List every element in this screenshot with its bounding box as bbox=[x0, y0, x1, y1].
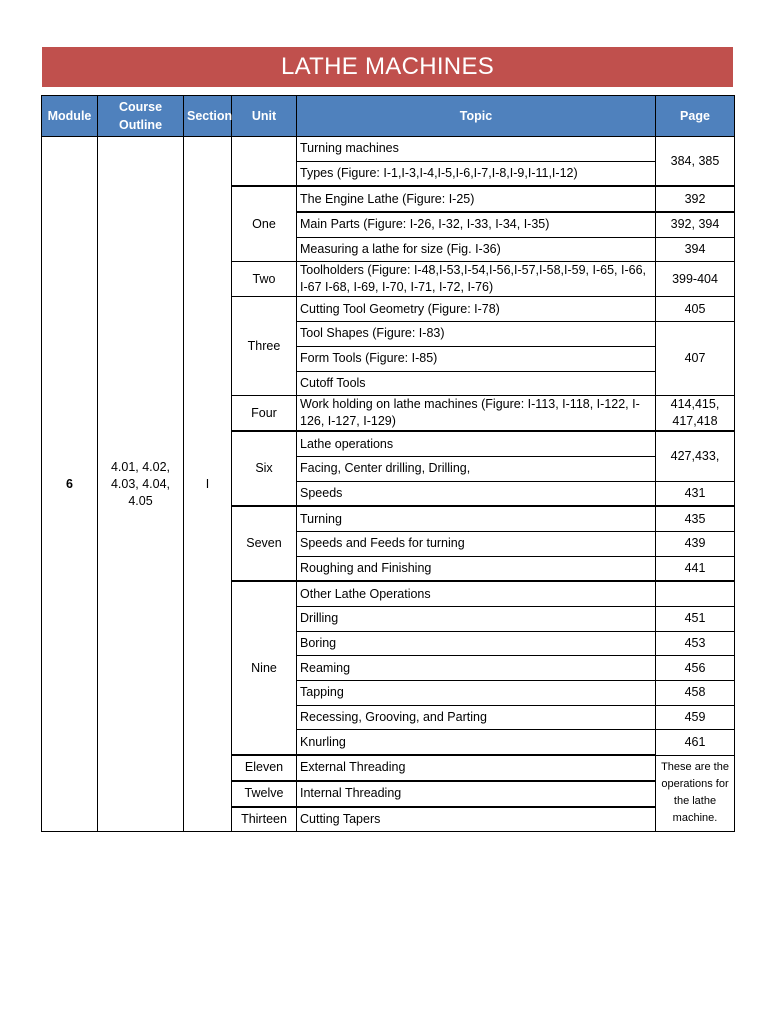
header-page: Page bbox=[656, 96, 735, 137]
header-course-outline: Course Outline bbox=[98, 96, 184, 137]
topic-cell: Boring bbox=[297, 631, 656, 656]
topic-cell: Main Parts (Figure: I-26, I-32, I-33, I-34, I-35) bbox=[297, 212, 656, 237]
page-cell: 394 bbox=[656, 237, 735, 262]
topic-cell: Lathe operations bbox=[297, 431, 656, 456]
topic-cell: Speeds bbox=[297, 481, 656, 506]
page-cell: 399-404 bbox=[656, 262, 735, 297]
page-cell: 407 bbox=[656, 322, 735, 396]
unit-cell-four: Four bbox=[232, 396, 297, 432]
page-title: LATHE MACHINES bbox=[42, 47, 733, 87]
topic-cell: Internal Threading bbox=[297, 781, 656, 807]
topic-cell: Knurling bbox=[297, 730, 656, 755]
unit-cell-nine: Nine bbox=[232, 581, 297, 755]
section-cell: I bbox=[184, 137, 232, 832]
page-cell: 427,433, bbox=[656, 431, 735, 481]
page-cell: 453 bbox=[656, 631, 735, 656]
topic-cell: Tapping bbox=[297, 681, 656, 706]
header-unit: Unit bbox=[232, 96, 297, 137]
topic-cell: The Engine Lathe (Figure: I-25) bbox=[297, 186, 656, 212]
page-cell: 456 bbox=[656, 656, 735, 681]
course-outline-cell: 4.01, 4.02, 4.03, 4.04, 4.05 bbox=[98, 137, 184, 832]
unit-cell-six: Six bbox=[232, 431, 297, 506]
header-topic: Topic bbox=[297, 96, 656, 137]
table-row bbox=[42, 137, 735, 162]
page-cell: 431 bbox=[656, 481, 735, 506]
unit-cell-thirteen: Thirteen bbox=[232, 807, 297, 832]
page-cell: 459 bbox=[656, 705, 735, 730]
topic-cell: External Threading bbox=[297, 755, 656, 781]
topic-cell: Turning bbox=[297, 506, 656, 531]
table-header-row bbox=[42, 96, 735, 137]
page-cell: 405 bbox=[656, 297, 735, 322]
unit-cell-twelve: Twelve bbox=[232, 781, 297, 807]
unit-cell-blank bbox=[232, 137, 297, 187]
unit-cell-seven: Seven bbox=[232, 506, 297, 581]
topic-cell: Turning machines bbox=[297, 137, 656, 162]
page-cell: 414,415, 417,418 bbox=[656, 396, 735, 432]
topic-cell: Facing, Center drilling, Drilling, bbox=[297, 456, 656, 481]
topic-cell: Cutting Tapers bbox=[297, 807, 656, 832]
topic-cell: Work holding on lathe machines (Figure: I-113, I-118, I-122, I-126, I-127, I-129) bbox=[297, 396, 656, 432]
page-cell: 461 bbox=[656, 730, 735, 755]
operations-note: These are the operations for the lathe machine. bbox=[656, 755, 735, 832]
topic-cell: Cutoff Tools bbox=[297, 371, 656, 396]
page-cell: 392 bbox=[656, 186, 735, 212]
topic-cell: Roughing and Finishing bbox=[297, 556, 656, 581]
topic-cell: Recessing, Grooving, and Parting bbox=[297, 705, 656, 730]
topic-cell: Types (Figure: I-1,I-3,I-4,I-5,I-6,I-7,I-8,I-9,I-11,I-12) bbox=[297, 161, 656, 186]
topic-cell: Cutting Tool Geometry (Figure: I-78) bbox=[297, 297, 656, 322]
lathe-topics-table bbox=[41, 95, 735, 832]
page-cell: 441 bbox=[656, 556, 735, 581]
page-cell: 435 bbox=[656, 506, 735, 531]
page-cell: 384, 385 bbox=[656, 137, 735, 187]
topic-cell: Tool Shapes (Figure: I-83) bbox=[297, 322, 656, 347]
topic-cell: Speeds and Feeds for turning bbox=[297, 531, 656, 556]
page-cell: 451 bbox=[656, 607, 735, 632]
topic-cell: Form Tools (Figure: I-85) bbox=[297, 346, 656, 371]
page-cell: 392, 394 bbox=[656, 212, 735, 237]
header-section: Section bbox=[184, 96, 232, 137]
unit-cell-one: One bbox=[232, 186, 297, 262]
module-cell: 6 bbox=[42, 137, 98, 832]
unit-cell-two: Two bbox=[232, 262, 297, 297]
topic-cell: Drilling bbox=[297, 607, 656, 632]
page-cell bbox=[656, 581, 735, 606]
page-cell: 458 bbox=[656, 681, 735, 706]
unit-cell-three: Three bbox=[232, 297, 297, 396]
page-cell: 439 bbox=[656, 531, 735, 556]
unit-cell-eleven: Eleven bbox=[232, 755, 297, 781]
header-module: Module bbox=[42, 96, 98, 137]
topic-cell: Measuring a lathe for size (Fig. I-36) bbox=[297, 237, 656, 262]
topic-cell: Reaming bbox=[297, 656, 656, 681]
topic-cell: Toolholders (Figure: I-48,I-53,I-54,I-56,I-57,I-58,I-59, I-65, I-66, I-67 I-68, I-69, I-70, I-71, I-72, I-76) bbox=[297, 262, 656, 297]
topic-cell: Other Lathe Operations bbox=[297, 581, 656, 606]
